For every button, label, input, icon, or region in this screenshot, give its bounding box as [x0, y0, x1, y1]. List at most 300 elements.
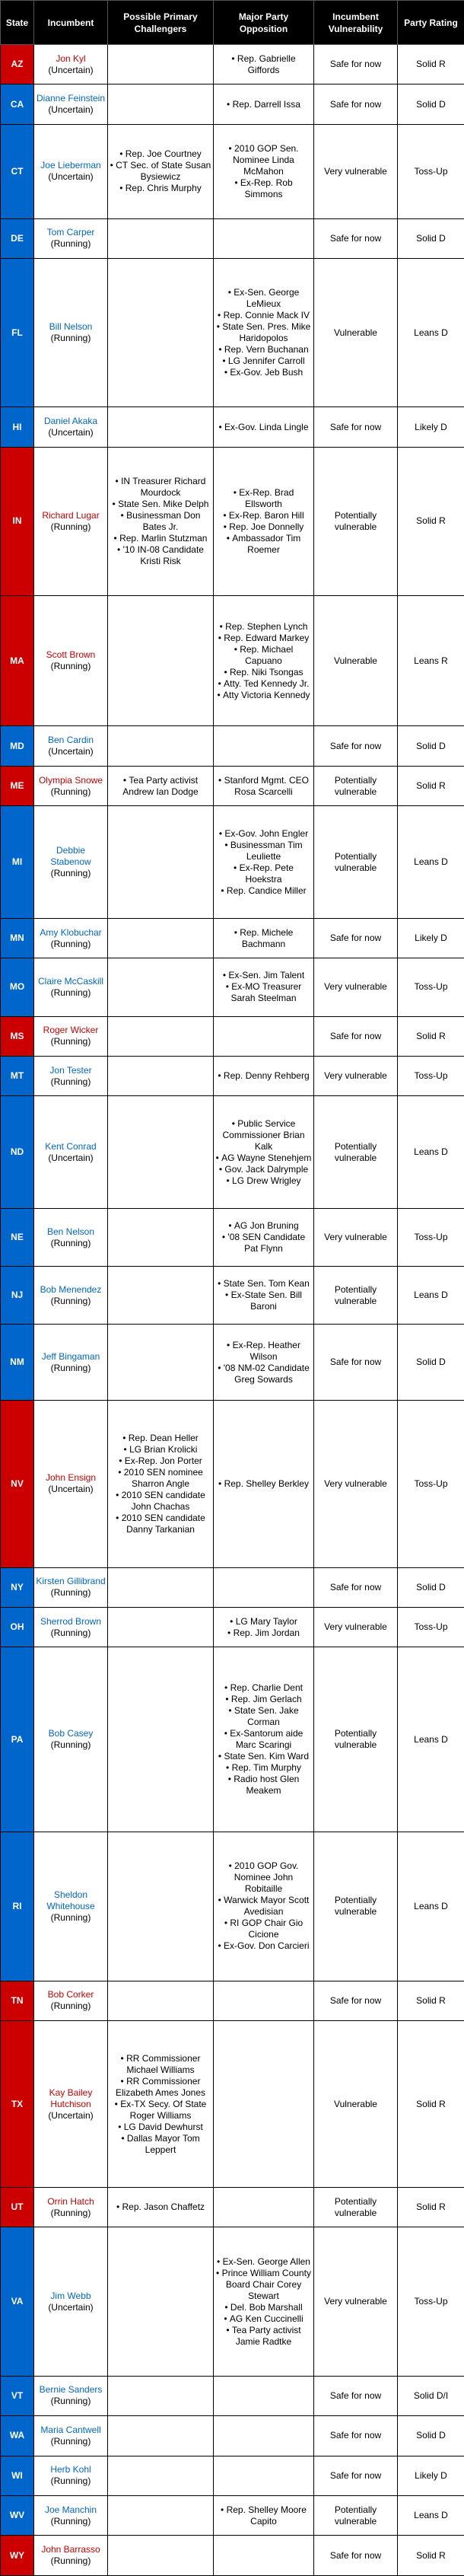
opposition-candidate-item: • Ex-Rep. Heather Wilson: [215, 1340, 312, 1363]
primary-challengers-cell: [108, 596, 214, 726]
primary-challenger-list: [110, 2201, 211, 2213]
opposition-candidate-item: • Rep. Tim Murphy: [215, 1762, 312, 1774]
vulnerability-cell: Potentially vulnerable: [314, 1832, 398, 1981]
opposition-candidate-item: • Ex-Rep. Pete Hoekstra: [215, 862, 312, 885]
primary-challenger-item: • Rep. Dean Heller: [110, 1433, 211, 1444]
opposition-candidate-list: [215, 99, 312, 110]
incumbent-status: (Running): [50, 938, 91, 949]
opposition-candidate-item: • Ex-Rep. Brad Ellsworth: [215, 487, 312, 510]
opposition-candidate-list: [215, 1616, 312, 1639]
incumbent-status: (Uncertain): [48, 746, 94, 757]
vulnerability-cell: Vulnerable: [314, 259, 398, 407]
party-rating-cell: Leans D: [398, 2495, 464, 2535]
opposition-candidate-item: • Rep. Charlie Dent: [215, 1682, 312, 1694]
incumbent-cell: [34, 1607, 108, 1647]
incumbent-cell: [34, 2416, 108, 2456]
incumbent-status: (Uncertain): [48, 104, 94, 116]
opposition-candidate-item: • Ex-Rep. Rob Simmons: [215, 177, 312, 200]
primary-challenger-item: • Ex-Rep. Jon Porter: [110, 1455, 211, 1467]
header-vulnerability: Incumbent Vulnerability: [314, 1, 398, 45]
primary-challenger-item: • 2010 SEN candidate John Chachas: [110, 1490, 211, 1513]
opposition-cell: [214, 806, 314, 919]
table-row: [1, 918, 464, 958]
opposition-candidate-item: • Rep. Gabrielle Giffords: [215, 53, 312, 76]
incumbent-status: (Running): [50, 2207, 91, 2218]
vulnerability-cell: Safe for now: [314, 726, 398, 766]
table-row: [1, 2020, 464, 2187]
incumbent-name: Tom Carper: [46, 227, 95, 238]
primary-challengers-cell: [108, 259, 214, 407]
opposition-candidate-item: • 2010 GOP Gov. Nominee John Robitaille: [215, 1860, 312, 1895]
incumbent-cell: [34, 1096, 108, 1209]
primary-challengers-cell: [108, 447, 214, 595]
opposition-candidate-item: • Rep. Stephen Lynch: [215, 621, 312, 633]
opposition-candidate-item: • Ex-Gov. Jeb Bush: [215, 367, 312, 378]
opposition-candidate-item: • Ex-Gov. Linda Lingle: [215, 422, 312, 433]
incumbent-status: (Running): [50, 1295, 91, 1306]
incumbent-status: (Uncertain): [48, 1152, 94, 1163]
primary-challengers-cell: [108, 1208, 214, 1266]
opposition-candidate-list: [215, 970, 312, 1004]
primary-challenger-item: • Ex-TX Secy. Of State Roger Williams: [110, 2099, 211, 2122]
opposition-candidate-item: • Rep. Shelley Berkley: [215, 1478, 312, 1490]
opposition-candidate-item: • State Sen. Jake Corman: [215, 1705, 312, 1728]
opposition-cell: [214, 1832, 314, 1981]
opposition-candidate-item: • Rep. Michele Bachmann: [215, 927, 312, 950]
incumbent-status: (Uncertain): [48, 427, 94, 438]
opposition-cell: [214, 2456, 314, 2495]
vulnerability-cell: Vulnerable: [314, 596, 398, 726]
vulnerability-cell: Very vulnerable: [314, 124, 398, 218]
state-cell: UT: [1, 2188, 34, 2227]
state-cell: NM: [1, 1325, 34, 1401]
incumbent-status: (Uncertain): [48, 2301, 94, 2313]
primary-challengers-cell: [108, 918, 214, 958]
primary-challengers-cell: [108, 1981, 214, 2020]
incumbent-name: Amy Klobuchar: [40, 926, 102, 938]
table-row: [1, 2376, 464, 2415]
incumbent-name: Sherrod Brown: [40, 1615, 102, 1627]
opposition-cell: [214, 1056, 314, 1095]
primary-challengers-cell: [108, 1647, 214, 1832]
state-cell: MN: [1, 918, 34, 958]
opposition-candidate-list: [215, 775, 312, 798]
opposition-candidate-list: [215, 1220, 312, 1255]
primary-challengers-cell: [108, 1832, 214, 1981]
opposition-candidate-item: • AG Ken Cuccinelli: [215, 2313, 312, 2325]
opposition-candidate-item: • Rep. Shelley Moore Capito: [215, 2504, 312, 2527]
vulnerability-cell: Potentially vulnerable: [314, 1267, 398, 1325]
opposition-cell: [214, 124, 314, 218]
state-cell: MO: [1, 958, 34, 1016]
table-row: [1, 2227, 464, 2376]
vulnerability-cell: Potentially vulnerable: [314, 2188, 398, 2227]
vulnerability-cell: Safe for now: [314, 2416, 398, 2456]
incumbent-cell: [34, 1832, 108, 1981]
incumbent-status: (Uncertain): [48, 1484, 94, 1495]
opposition-candidate-item: • Rep. Candice Miller: [215, 885, 312, 897]
incumbent-status: (Running): [50, 1911, 91, 1923]
primary-challengers-cell: [108, 2020, 214, 2187]
incumbent-status: (Running): [50, 1587, 91, 1599]
primary-challenger-item: • Rep. Chris Murphy: [110, 183, 211, 194]
primary-challengers-cell: [108, 2495, 214, 2535]
opposition-cell: [214, 1567, 314, 1607]
opposition-candidate-list: [215, 1278, 312, 1312]
opposition-candidate-item: • Rep. Vern Buchanan: [215, 344, 312, 355]
vulnerability-cell: Safe for now: [314, 218, 398, 258]
incumbent-cell: [34, 2188, 108, 2227]
primary-challengers-cell: [108, 726, 214, 766]
primary-challenger-item: • Dallas Mayor Tom Leppert: [110, 2133, 211, 2156]
primary-challenger-item: • Rep. Jason Chaffetz: [110, 2201, 211, 2213]
party-rating-cell: Solid D: [398, 726, 464, 766]
incumbent-cell: [34, 1567, 108, 1607]
vulnerability-cell: Safe for now: [314, 2536, 398, 2576]
vulnerability-cell: Safe for now: [314, 2456, 398, 2495]
party-rating-cell: Solid D: [398, 84, 464, 124]
table-row: [1, 1267, 464, 1325]
opposition-candidate-item: • Rep. Denny Rehberg: [215, 1070, 312, 1082]
incumbent-name: Roger Wicker: [43, 1025, 99, 1036]
incumbent-name: Claire McCaskill: [37, 975, 103, 987]
opposition-candidate-item: • Radio host Glen Meakem: [215, 1774, 312, 1797]
opposition-candidate-list: [215, 143, 312, 200]
primary-challenger-item: • State Sen. Mike Delph: [110, 499, 211, 510]
vulnerability-cell: Potentially vulnerable: [314, 1647, 398, 1832]
state-cell: CA: [1, 84, 34, 124]
opposition-cell: [214, 447, 314, 595]
party-rating-cell: Solid D: [398, 1567, 464, 1607]
party-rating-cell: Likely D: [398, 407, 464, 447]
opposition-candidate-item: • AG Wayne Stenehjem: [215, 1153, 312, 1164]
table-row: [1, 407, 464, 447]
table-row: [1, 1832, 464, 1981]
opposition-candidate-item: • '08 SEN Candidate Pat Flynn: [215, 1232, 312, 1255]
opposition-cell: [214, 726, 314, 766]
table-row: [1, 1016, 464, 1056]
party-rating-cell: Leans R: [398, 596, 464, 726]
incumbent-cell: [34, 2376, 108, 2415]
incumbent-cell: [34, 958, 108, 1016]
table-body: [1, 45, 464, 2576]
opposition-candidate-list: [215, 1478, 312, 1490]
incumbent-name: Scott Brown: [46, 649, 96, 661]
table-row: [1, 218, 464, 258]
opposition-candidate-item: • LG Mary Taylor: [215, 1616, 312, 1628]
vulnerability-cell: Very vulnerable: [314, 1401, 398, 1567]
opposition-cell: [214, 45, 314, 84]
vulnerability-cell: Very vulnerable: [314, 1607, 398, 1647]
table-row: [1, 596, 464, 726]
opposition-cell: [214, 2020, 314, 2187]
party-rating-cell: Leans D: [398, 806, 464, 919]
opposition-candidate-list: [215, 287, 312, 378]
vulnerability-cell: Safe for now: [314, 84, 398, 124]
opposition-candidate-item: • State Sen. Pres. Mike Haridopolos: [215, 321, 312, 344]
incumbent-status: (Running): [50, 2435, 91, 2447]
opposition-candidate-item: • Stanford Mgmt. CEO Rosa Scarcelli: [215, 775, 312, 798]
party-rating-cell: Leans D: [398, 1096, 464, 1209]
table-row: [1, 1567, 464, 1607]
header-opposition: Major Party Opposition: [214, 1, 314, 45]
incumbent-cell: [34, 596, 108, 726]
opposition-candidate-list: [215, 621, 312, 701]
table-row: [1, 2416, 464, 2456]
incumbent-cell: [34, 726, 108, 766]
incumbent-cell: [34, 766, 108, 805]
opposition-candidate-item: • Ambassador Tim Roemer: [215, 533, 312, 556]
state-cell: FL: [1, 259, 34, 407]
vulnerability-cell: Safe for now: [314, 407, 398, 447]
incumbent-name: Kent Conrad: [45, 1140, 97, 1152]
opposition-cell: [214, 1267, 314, 1325]
opposition-cell: [214, 1096, 314, 1209]
incumbent-status: (Uncertain): [48, 2109, 94, 2121]
state-cell: NY: [1, 1567, 34, 1607]
opposition-cell: [214, 84, 314, 124]
opposition-candidate-item: • Rep. Connie Mack IV: [215, 310, 312, 321]
party-rating-cell: Toss-Up: [398, 1607, 464, 1647]
incumbent-name: Kirsten Gillibrand: [36, 1576, 106, 1587]
party-rating-cell: Solid R: [398, 45, 464, 84]
incumbent-name: Daniel Akaka: [43, 416, 98, 426]
party-rating-cell: Leans D: [398, 1267, 464, 1325]
vulnerability-cell: Vulnerable: [314, 2020, 398, 2187]
table-row: [1, 259, 464, 407]
incumbent-name: Bob Menendez: [40, 1283, 102, 1295]
incumbent-cell: [34, 1056, 108, 1095]
opposition-candidate-item: • Rep. Joe Donnelly: [215, 521, 312, 533]
party-rating-cell: Solid R: [398, 2188, 464, 2227]
opposition-candidate-item: • AG Jon Bruning: [215, 1220, 312, 1232]
header-primary-challengers: Possible Primary Challengers: [108, 1, 214, 45]
incumbent-cell: [34, 2227, 108, 2376]
incumbent-cell: [34, 2456, 108, 2495]
opposition-candidate-list: [215, 1682, 312, 1797]
opposition-candidate-item: • Rep. Jim Gerlach: [215, 1694, 312, 1705]
table-row: [1, 1056, 464, 1095]
incumbent-status: (Running): [50, 1739, 91, 1751]
incumbent-status: (Uncertain): [48, 64, 94, 75]
state-cell: MA: [1, 596, 34, 726]
state-cell: NE: [1, 1208, 34, 1266]
table-row: [1, 1325, 464, 1401]
state-cell: IN: [1, 447, 34, 595]
state-cell: PA: [1, 1647, 34, 1832]
opposition-candidate-item: • Rep. Darrell Issa: [215, 99, 312, 110]
primary-challenger-list: [110, 148, 211, 194]
state-cell: VT: [1, 2376, 34, 2415]
primary-challenger-item: • '10 IN-08 Candidate Kristi Risk: [110, 544, 211, 567]
opposition-cell: [214, 1401, 314, 1567]
primary-challengers-cell: [108, 1096, 214, 1209]
header-party-rating: Party Rating: [398, 1, 464, 45]
opposition-candidate-list: [215, 927, 312, 950]
primary-challenger-item: • 2010 SEN candidate Danny Tarkanian: [110, 1513, 211, 1535]
vulnerability-cell: Safe for now: [314, 1325, 398, 1401]
opposition-candidate-item: • Rep. Edward Markey: [215, 633, 312, 644]
opposition-candidate-item: • Atty. Ted Kennedy Jr.: [215, 678, 312, 690]
state-cell: WV: [1, 2495, 34, 2535]
incumbent-cell: [34, 84, 108, 124]
vulnerability-cell: Safe for now: [314, 2376, 398, 2415]
table-row: [1, 2536, 464, 2576]
party-rating-cell: Toss-Up: [398, 1056, 464, 1095]
party-rating-cell: Solid D: [398, 2416, 464, 2456]
table-row: [1, 1096, 464, 1209]
table-row: [1, 726, 464, 766]
state-cell: WI: [1, 2456, 34, 2495]
opposition-candidate-item: • RI GOP Chair Gio Cicione: [215, 1918, 312, 1940]
party-rating-cell: Toss-Up: [398, 1401, 464, 1567]
primary-challenger-list: [110, 2053, 211, 2156]
incumbent-status: (Running): [50, 786, 91, 797]
incumbent-name: Herb Kohl: [50, 2464, 91, 2476]
party-rating-cell: Solid R: [398, 2020, 464, 2187]
state-cell: WY: [1, 2536, 34, 2576]
incumbent-name: Ben Nelson: [46, 1226, 95, 1237]
incumbent-cell: [34, 218, 108, 258]
state-cell: DE: [1, 218, 34, 258]
primary-challengers-cell: [108, 407, 214, 447]
primary-challengers-cell: [108, 124, 214, 218]
party-rating-cell: Likely D: [398, 918, 464, 958]
incumbent-status: (Running): [50, 521, 91, 532]
state-cell: ND: [1, 1096, 34, 1209]
vulnerability-cell: Safe for now: [314, 45, 398, 84]
incumbent-status: (Running): [50, 333, 91, 344]
opposition-candidate-item: • Ex-Sen. George Allen: [215, 2256, 312, 2268]
vulnerability-cell: Very vulnerable: [314, 1208, 398, 1266]
state-cell: VA: [1, 2227, 34, 2376]
primary-challengers-cell: [108, 218, 214, 258]
incumbent-cell: [34, 2495, 108, 2535]
opposition-cell: [214, 1208, 314, 1266]
opposition-candidate-item: • Rep. Niki Tsongas: [215, 667, 312, 678]
primary-challenger-item: • Tea Party activist Andrew Ian Dodge: [110, 775, 211, 798]
incumbent-status: (Running): [50, 238, 91, 250]
opposition-cell: [214, 2495, 314, 2535]
opposition-cell: [214, 2376, 314, 2415]
state-cell: MS: [1, 1016, 34, 1056]
opposition-candidate-item: • Ex-MO Treasurer Sarah Steelman: [215, 981, 312, 1004]
party-rating-cell: Leans D: [398, 259, 464, 407]
party-rating-cell: Leans D: [398, 1832, 464, 1981]
opposition-candidate-list: [215, 828, 312, 897]
incumbent-name: Sheldon Whitehouse: [46, 1889, 95, 1911]
primary-challenger-item: • Businessman Don Bates Jr.: [110, 510, 211, 533]
table-row: [1, 124, 464, 218]
opposition-candidate-list: [215, 422, 312, 433]
party-rating-cell: Toss-Up: [398, 958, 464, 1016]
vulnerability-cell: Safe for now: [314, 1567, 398, 1607]
incumbent-status: (Uncertain): [48, 171, 94, 183]
incumbent-name: Joe Manchin: [44, 2504, 97, 2515]
primary-challengers-cell: [108, 2376, 214, 2415]
header-row: [1, 1, 464, 45]
state-cell: OH: [1, 1607, 34, 1647]
opposition-candidate-item: • Ex-Gov. John Engler: [215, 828, 312, 840]
incumbent-cell: [34, 1401, 108, 1567]
opposition-candidate-list: [215, 53, 312, 76]
incumbent-name: Maria Cantwell: [40, 2424, 101, 2435]
opposition-candidate-list: [215, 487, 312, 556]
vulnerability-cell: Potentially vulnerable: [314, 766, 398, 805]
table-row: [1, 84, 464, 124]
incumbent-name: Kay Bailey Hutchison: [49, 2087, 93, 2109]
vulnerability-cell: Safe for now: [314, 918, 398, 958]
state-cell: TN: [1, 1981, 34, 2020]
primary-challenger-item: • RR Commissioner Elizabeth Ames Jones: [110, 2076, 211, 2099]
opposition-cell: [214, 1016, 314, 1056]
table-row: [1, 1981, 464, 2020]
party-rating-cell: Toss-Up: [398, 1208, 464, 1266]
opposition-candidate-item: • Businessman Tim Leuliette: [215, 840, 312, 862]
primary-challengers-cell: [108, 766, 214, 805]
incumbent-name: Ben Cardin: [47, 735, 94, 746]
opposition-cell: [214, 407, 314, 447]
incumbent-name: Jeff Bingaman: [41, 1350, 100, 1362]
table-row: [1, 958, 464, 1016]
table-row: [1, 1607, 464, 1647]
state-cell: MT: [1, 1056, 34, 1095]
incumbent-cell: [34, 1981, 108, 2020]
primary-challengers-cell: [108, 1607, 214, 1647]
incumbent-status: (Running): [50, 2396, 91, 2407]
header-state: State: [1, 1, 34, 45]
incumbent-cell: [34, 407, 108, 447]
incumbent-status: (Running): [50, 868, 91, 879]
state-cell: ME: [1, 766, 34, 805]
opposition-candidate-item: • Ex-Santorum aide Marc Scaringi: [215, 1728, 312, 1751]
opposition-candidate-item: • Gov. Jack Dalrymple: [215, 1164, 312, 1175]
opposition-cell: [214, 1981, 314, 2020]
party-rating-cell: Solid D: [398, 1325, 464, 1401]
opposition-candidate-list: [215, 1340, 312, 1385]
state-cell: MI: [1, 806, 34, 919]
opposition-candidate-list: [215, 1118, 312, 1187]
primary-challengers-cell: [108, 2536, 214, 2576]
vulnerability-cell: Very vulnerable: [314, 2227, 398, 2376]
opposition-cell: [214, 918, 314, 958]
primary-challengers-cell: [108, 2456, 214, 2495]
incumbent-name: Bob Corker: [47, 1989, 94, 2001]
primary-challengers-cell: [108, 806, 214, 919]
table-row: [1, 1208, 464, 1266]
primary-challenger-list: [110, 775, 211, 798]
incumbent-cell: [34, 1325, 108, 1401]
incumbent-name: John Barrasso: [41, 2544, 100, 2555]
vulnerability-cell: Potentially vulnerable: [314, 2495, 398, 2535]
incumbent-cell: [34, 1647, 108, 1832]
incumbent-cell: [34, 1016, 108, 1056]
incumbent-cell: [34, 1208, 108, 1266]
party-rating-cell: Solid R: [398, 1981, 464, 2020]
party-rating-cell: Leans D: [398, 1647, 464, 1832]
primary-challengers-cell: [108, 1401, 214, 1567]
incumbent-name: John Ensign: [45, 1472, 97, 1484]
opposition-candidate-item: • Del. Bob Marshall: [215, 2302, 312, 2313]
table-row: [1, 2495, 464, 2535]
incumbent-cell: [34, 259, 108, 407]
state-cell: MD: [1, 726, 34, 766]
table-row: [1, 447, 464, 595]
incumbent-name: Bernie Sanders: [39, 2384, 103, 2396]
primary-challengers-cell: [108, 2416, 214, 2456]
primary-challenger-item: • IN Treasurer Richard Mourdock: [110, 476, 211, 499]
table-row: [1, 766, 464, 805]
